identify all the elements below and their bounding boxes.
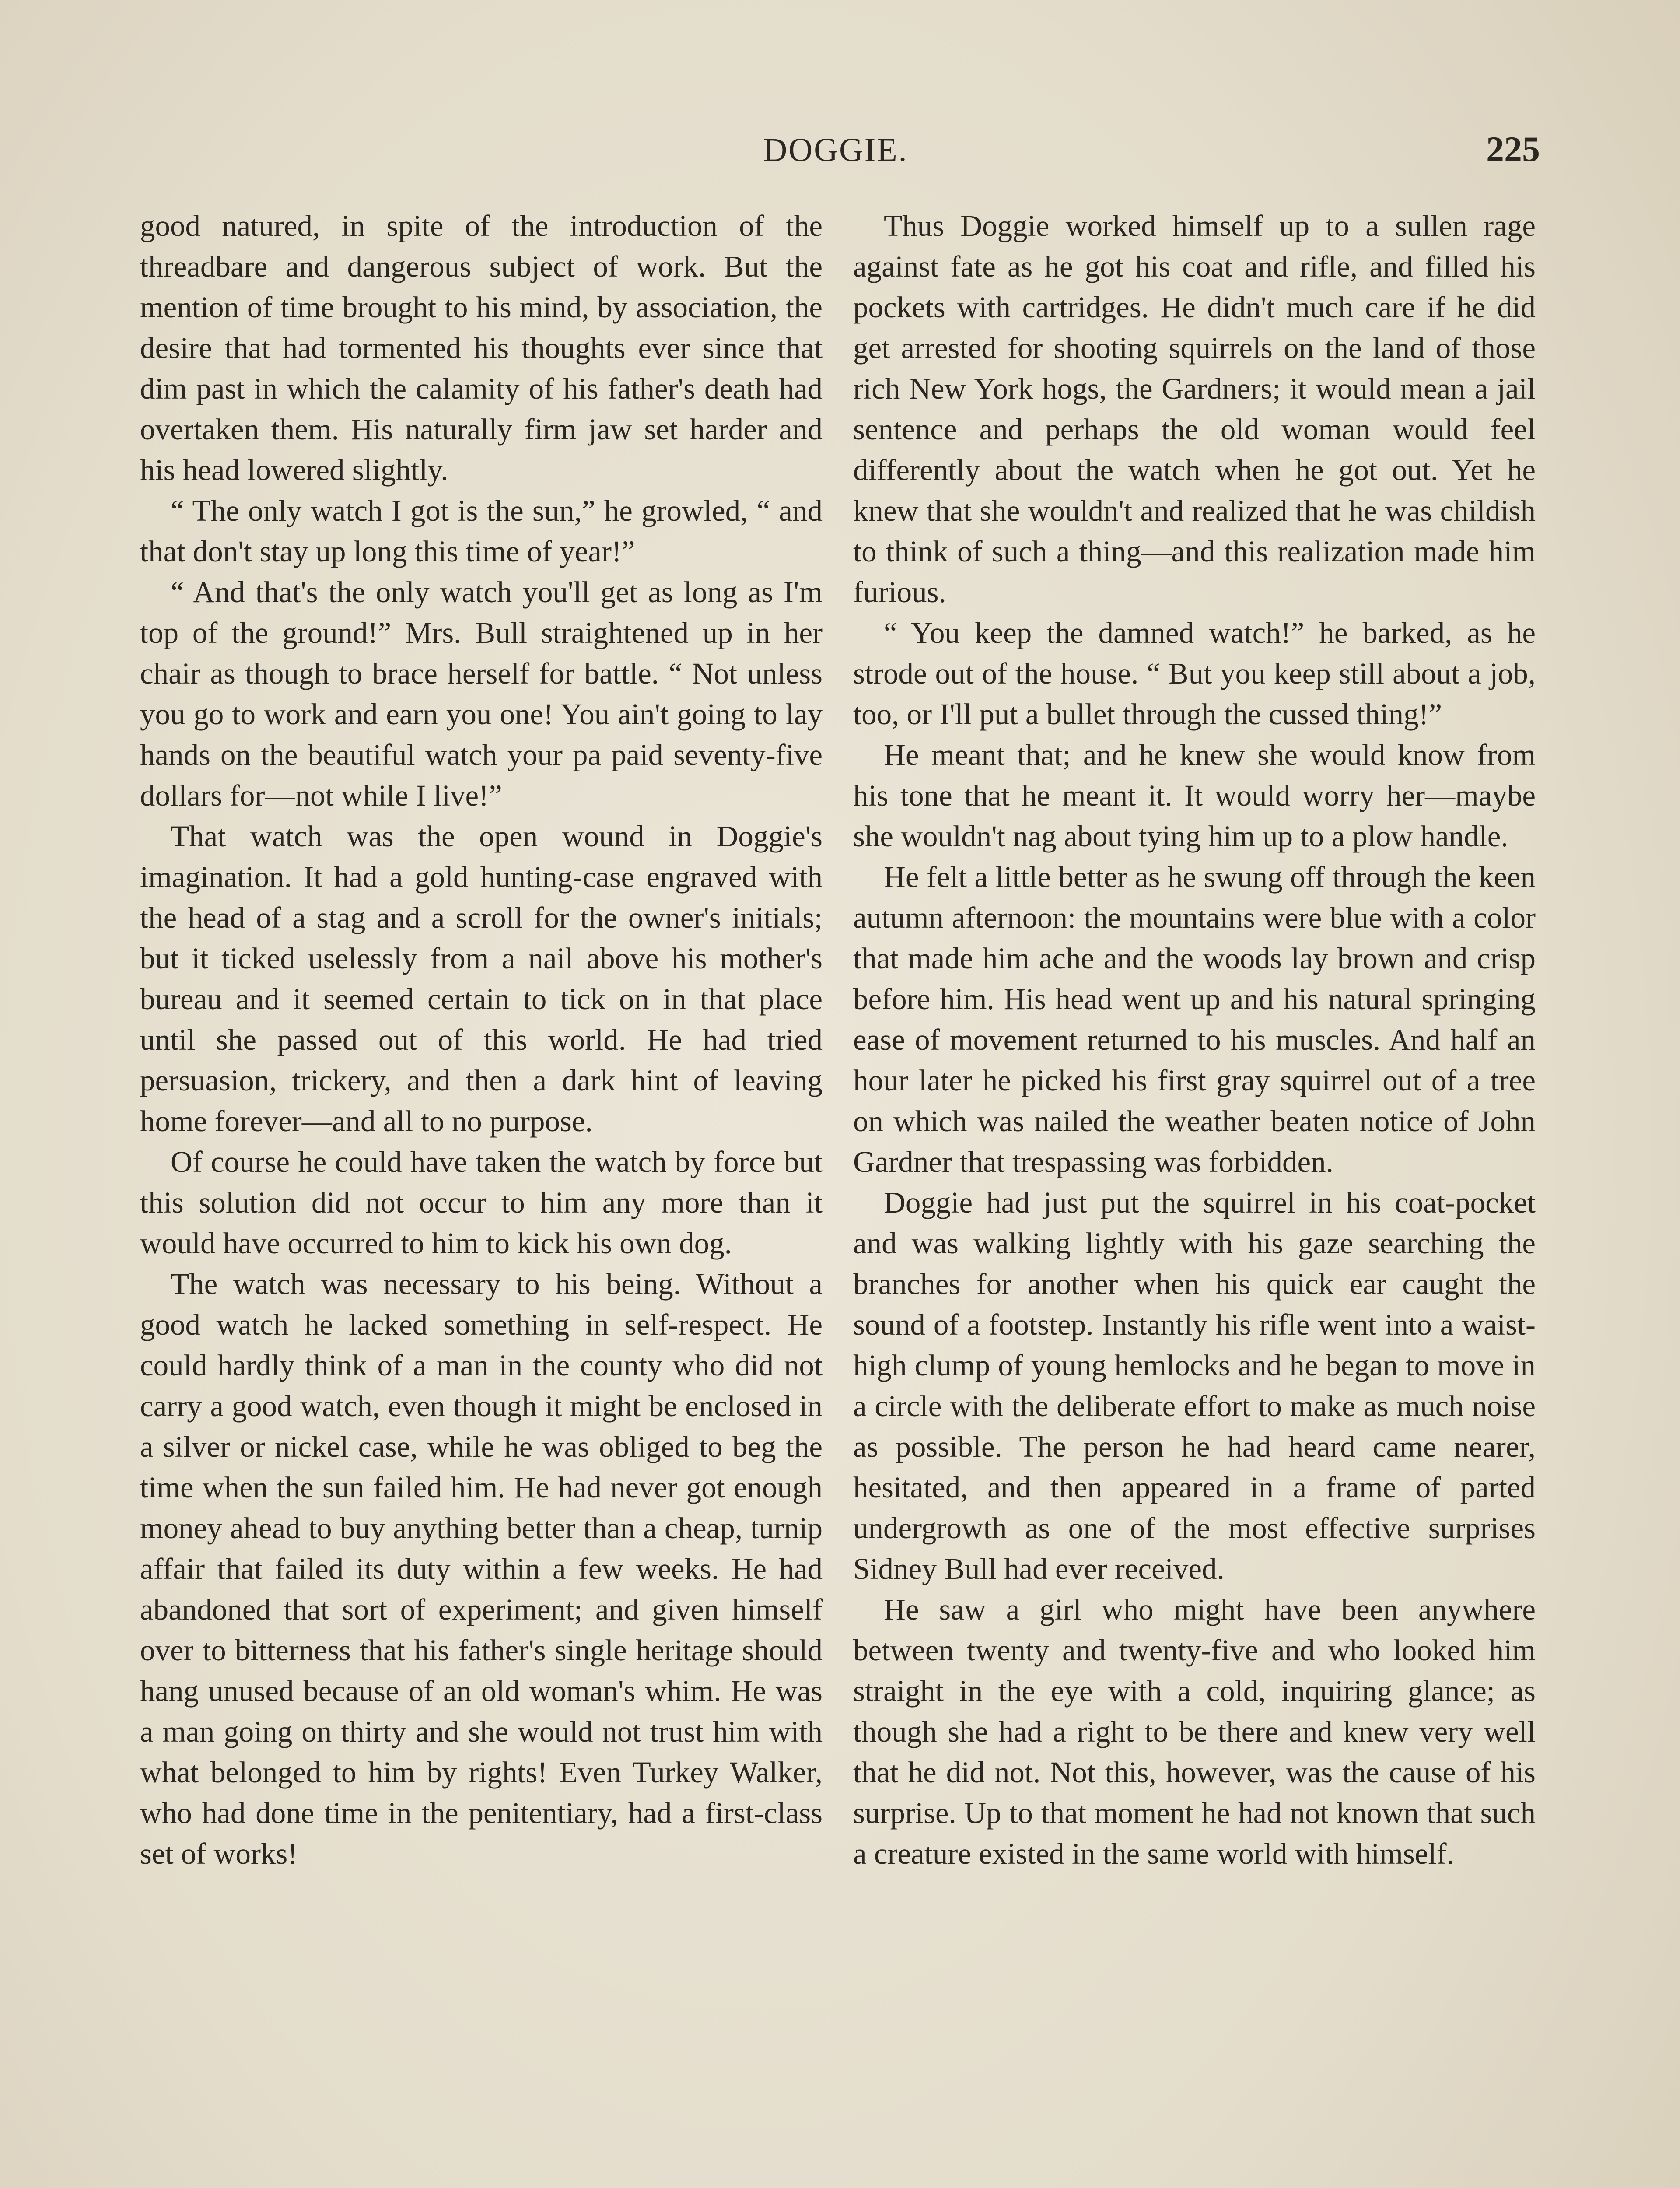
paragraph: He saw a girl who might have been anywhere between twenty and twenty-five and who looked him straight in the eye with a cold, inquiring glance; as though she had a right to be there and knew very well that he did not. Not this, however, was the cause of his surprise. Up to that moment he had not known that such a creature existed in the same world with himself. [853, 1593, 1536, 1870]
paragraph: Of course he could have taken the watch by force but this solution did not occur to him any more than it would have occurred to him to kick his own dog. [140, 1145, 822, 1260]
text-column-left [140, 206, 822, 2188]
paragraph: He felt a little better as he swung off through the keen autumn afternoon: the mountains were blue with a color that made him ache and the woods lay brown and crisp before him. His head went up and his natural springing ease of movement returned to his muscles. And half an hour later he picked his first gray squirrel out of a tree on which was nailed the weather beaten notice of John Gardner that trespassing was forbidden. [853, 860, 1536, 1178]
text-column-right [853, 206, 1536, 2188]
paragraph: Thus Doggie worked himself up to a sullen rage against fate as he got his coat and rifle, and filled his pockets with cartridges. He didn't much care if he did get arrested for shooting squirrels on the land of those rich New York hogs, the Gardners; it would mean a jail sentence and perhaps the old woman would feel differently about the watch when he got out. Yet he knew that she wouldn't and realized that he was childish to think of such a thing—and this realization made him furious. [853, 209, 1536, 609]
paragraph: good natured, in spite of the introduction of the threadbare and dangerous subject of work. But the mention of time brought to his mind, by association, the desire that had tormented his thoughts ever since that dim past in which the calamity of his father's death had overtaken them. His naturally firm jaw set harder and his head lowered slightly. [140, 209, 822, 487]
paragraph: Doggie had just put the squirrel in his coat-pocket and was walking lightly with his gaze searching the branches for another when his quick ear caught the sound of a footstep. Instantly his rifle went into a waist-high clump of young hemlocks and he began to move in a circle with the deliberate effort to make as much noise as possible. The person he had heard came nearer, hesitated, and then appeared in a frame of parted undergrowth as one of the most effective surprises Sidney Bull had ever received. [853, 1186, 1536, 1585]
paragraph: “ The only watch I got is the sun,” he growled, “ and that don't stay up long this time of year!” [140, 494, 822, 568]
paragraph: “ You keep the damned watch!” he barked, as he strode out of the house. “ But you keep still about a job, too, or I'll put a bullet through the cussed thing!” [853, 616, 1536, 731]
page-number: 225 [1486, 129, 1540, 169]
paragraph: That watch was the open wound in Doggie's imagination. It had a gold hunting-case engraved with the head of a stag and a scroll for the owner's initials; but it ticked uselessly from a nail above his mother's bureau and it seemed certain to tick on in that place until she passed out of this world. He had tried persuasion, trickery, and then a dark hint of leaving home forever—and all to no purpose. [140, 820, 822, 1138]
page-title: DOGGIE. [763, 132, 908, 168]
paragraph: “ And that's the only watch you'll get as long as I'm top of the ground!” Mrs. Bull straightened up in her chair as though to brace herself for battle. “ Not unless you go to work and earn you one! You ain't going to lay hands on the beautiful watch your pa paid seventy-five dollars for—not while I live!” [140, 575, 822, 812]
paragraph: The watch was necessary to his being. Without a good watch he lacked something in self-respect. He could hardly think of a man in the county who did not carry a good watch, even though it might be enclosed in a silver or nickel case, while he was obliged to beg the time when the sun failed him. He had never got enough money ahead to buy anything better than a cheap, turnip affair that failed its duty within a few weeks. He had abandoned that sort of experiment; and given himself over to bitterness that his father's single heritage should hang unused because of an old woman's whim. He was a man going on thirty and she would not trust him with what belonged to him by rights! Even Turkey Walker, who had done time in the penitentiary, had a first-class set of works! [140, 1267, 822, 1870]
paragraph: He meant that; and he knew she would know from his tone that he meant it. It would worry her—maybe she wouldn't nag about tying him up to a plow handle. [853, 738, 1536, 853]
running-head [131, 131, 1540, 179]
